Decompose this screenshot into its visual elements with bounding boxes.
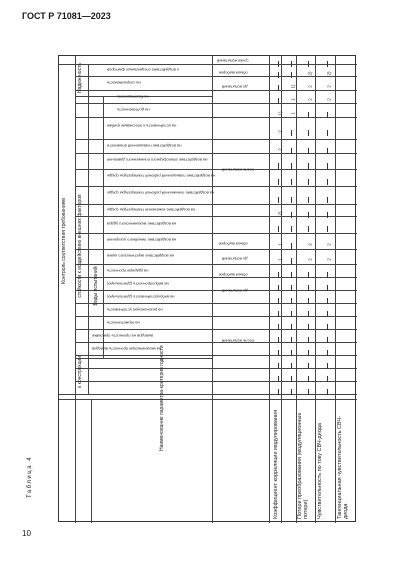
cell-dash — [327, 130, 328, 136]
cell-dash — [291, 272, 292, 278]
factor-label: на вибропрочность (длительную) — [107, 281, 169, 287]
cell-dash — [308, 337, 309, 343]
factor-label: на воздействие пониженной рабочей температуры среды — [107, 190, 215, 196]
cell-dash — [278, 61, 279, 67]
factor-label: на воздействие повышенной рабочей температуры среды — [107, 173, 216, 179]
cell-dash — [327, 163, 328, 169]
cell-value: 2) — [277, 211, 283, 216]
cell-dash — [308, 272, 309, 278]
cell-value: 1) — [277, 111, 283, 116]
cell-value: 2 — [326, 243, 332, 246]
group-test-types: Виды испытаний — [93, 266, 99, 306]
cell-value: 2 — [326, 98, 332, 101]
cell-dash — [291, 337, 292, 343]
cell-dash — [308, 226, 309, 232]
cell-dash — [291, 285, 292, 291]
cell-dash — [308, 350, 309, 356]
factor-label: на сохраняемость — [107, 80, 141, 86]
factor-label: на воздействие изменения температуры среды — [107, 207, 196, 213]
row-label: Потери преобразования (модуляционные потери) — [297, 412, 309, 519]
cell-dash — [308, 179, 309, 185]
cell-value: 2 — [326, 85, 332, 88]
cell-dash — [308, 148, 309, 154]
factor-label: на резонансную устойчивость — [107, 307, 163, 313]
cell-dash — [327, 112, 328, 118]
factor-label: на безотказность — [117, 94, 149, 100]
cell-dash — [327, 376, 328, 382]
cell-dash — [291, 130, 292, 136]
cell-dash — [327, 179, 328, 185]
cell-dash — [327, 212, 328, 218]
cell-dash — [291, 298, 292, 304]
cell-dash — [291, 243, 292, 249]
cell-value: 2 — [326, 258, 332, 261]
cell-dash — [327, 363, 328, 369]
cell-dash — [291, 148, 292, 154]
cell-dash — [278, 324, 279, 330]
cell-value: 1 — [290, 98, 296, 101]
cell-value: 1 — [277, 243, 283, 246]
cell-dash — [278, 363, 279, 369]
cell-dash — [308, 163, 309, 169]
test-kind-label: до испытаний — [222, 84, 248, 90]
cell-dash — [278, 163, 279, 169]
row-label: Коэффициент корреляции модулирования — [273, 409, 279, 519]
cell-dash — [308, 363, 309, 369]
cell-dash — [327, 350, 328, 356]
cell-dash — [308, 376, 309, 382]
factor-label: на ударную прочность — [107, 268, 149, 274]
cell-value: 2 — [307, 98, 313, 101]
cell-dash — [278, 285, 279, 291]
cell-dash — [308, 112, 309, 118]
cell-value: 1 — [290, 112, 296, 115]
cell-dash — [278, 272, 279, 278]
factor-label: к воздействию специальных факторов — [107, 67, 179, 73]
cell-dash — [291, 226, 292, 232]
cell-dash — [278, 197, 279, 203]
factor-label: на воздействие акустического шума — [107, 253, 175, 259]
cell-dash — [278, 311, 279, 317]
row-label: Тангенциальная чувствительность СВЧ-диода — [337, 416, 349, 519]
document-header: ГОСТ Р 71081—2023 — [22, 11, 111, 21]
table-caption: Таблица 4 — [27, 455, 33, 498]
factor-label: на герметичность — [107, 320, 140, 326]
cell-dash — [327, 337, 328, 343]
cell-dash — [291, 389, 292, 395]
test-kind-label: объем выборки — [219, 70, 248, 76]
table-title: Контроль соответствия требованиям — [61, 198, 67, 284]
cell-value: 1) — [290, 84, 296, 89]
cell-dash — [291, 72, 292, 78]
requirements-table — [58, 55, 356, 522]
test-kind-label: до испытаний — [222, 256, 248, 262]
cell-dash — [278, 98, 279, 104]
factor-label: на воздействие повышенной влажности — [107, 143, 182, 149]
cell-dash — [278, 226, 279, 232]
page-number: 10 — [22, 529, 31, 538]
cell-value: 2 — [307, 258, 313, 261]
group-reliability: Надеж-ность — [77, 63, 83, 93]
factor-label: на виброустойчивость (длительную) — [107, 294, 175, 300]
cell-dash — [278, 85, 279, 91]
cell-dash — [327, 148, 328, 154]
cell-dash — [327, 298, 328, 304]
row-label: Чувствительность по току СВЧ-диода — [317, 423, 323, 519]
cell-value: 1 — [277, 258, 283, 261]
cell-dash — [308, 212, 309, 218]
cell-dash — [291, 212, 292, 218]
cell-value: 2) — [326, 71, 332, 76]
factor-label: на долговечность — [117, 107, 150, 113]
factor-label: выводов на прочность при пайке — [92, 333, 154, 339]
cell-dash — [291, 258, 292, 264]
cell-dash — [278, 376, 279, 382]
test-kind-label: сроки испытаний — [217, 58, 249, 64]
cell-dash — [278, 350, 279, 356]
table-rule — [59, 394, 357, 395]
cell-dash — [327, 311, 328, 317]
cell-dash — [327, 272, 328, 278]
cell-dash — [327, 197, 328, 203]
cell-dash — [291, 376, 292, 382]
test-kind-label: после испытаний — [222, 338, 255, 344]
test-kind-label: объем выборки — [219, 241, 248, 247]
cell-dash — [308, 130, 309, 136]
cell-dash — [278, 337, 279, 343]
cell-dash — [278, 72, 279, 78]
cell-dash — [278, 179, 279, 185]
factor-label: на воздействие механического удара — [107, 221, 177, 227]
cell-value: 2 — [277, 130, 283, 133]
cell-dash — [327, 226, 328, 232]
cell-dash — [291, 350, 292, 356]
cell-value: 2 — [307, 85, 313, 88]
name-column-header: Наименование параметра-критерия годности — [159, 345, 165, 451]
cell-value: 2 — [307, 243, 313, 246]
cell-dash — [291, 311, 292, 317]
cell-dash — [308, 285, 309, 291]
group-factors: стойкости к воздействию внешних факторов — [77, 194, 83, 298]
factor-label: на механическую прочность выводов — [92, 346, 162, 352]
table-rule — [59, 399, 357, 400]
factor-label: на воздействие атмосферного пониженного давления — [107, 157, 208, 163]
test-kind-label: до испытаний — [222, 288, 248, 294]
group-construction: к конструкции — [77, 355, 83, 388]
cell-dash — [308, 311, 309, 317]
factor-label: на воздействие линейного ускорения — [107, 237, 177, 243]
cell-dash — [308, 389, 309, 395]
cell-dash — [291, 61, 292, 67]
cell-dash — [291, 363, 292, 369]
cell-dash — [327, 324, 328, 330]
cell-dash — [291, 197, 292, 203]
cell-dash — [291, 324, 292, 330]
cell-dash — [327, 285, 328, 291]
col-divider — [91, 399, 92, 523]
cell-value: 2 — [277, 148, 283, 151]
cell-dash — [308, 324, 309, 330]
cell-dash — [278, 298, 279, 304]
cell-dash — [308, 197, 309, 203]
cell-dash — [291, 179, 292, 185]
cell-value: 2) — [307, 71, 313, 76]
cell-dash — [327, 389, 328, 395]
test-kind-label: объем выборки — [219, 272, 248, 278]
cell-dash — [278, 389, 279, 395]
cell-dash — [291, 163, 292, 169]
factor-label: на устойчивость к плесневым грибам — [107, 123, 177, 129]
cell-dash — [308, 298, 309, 304]
test-kind-label: после испытаний — [222, 167, 255, 173]
